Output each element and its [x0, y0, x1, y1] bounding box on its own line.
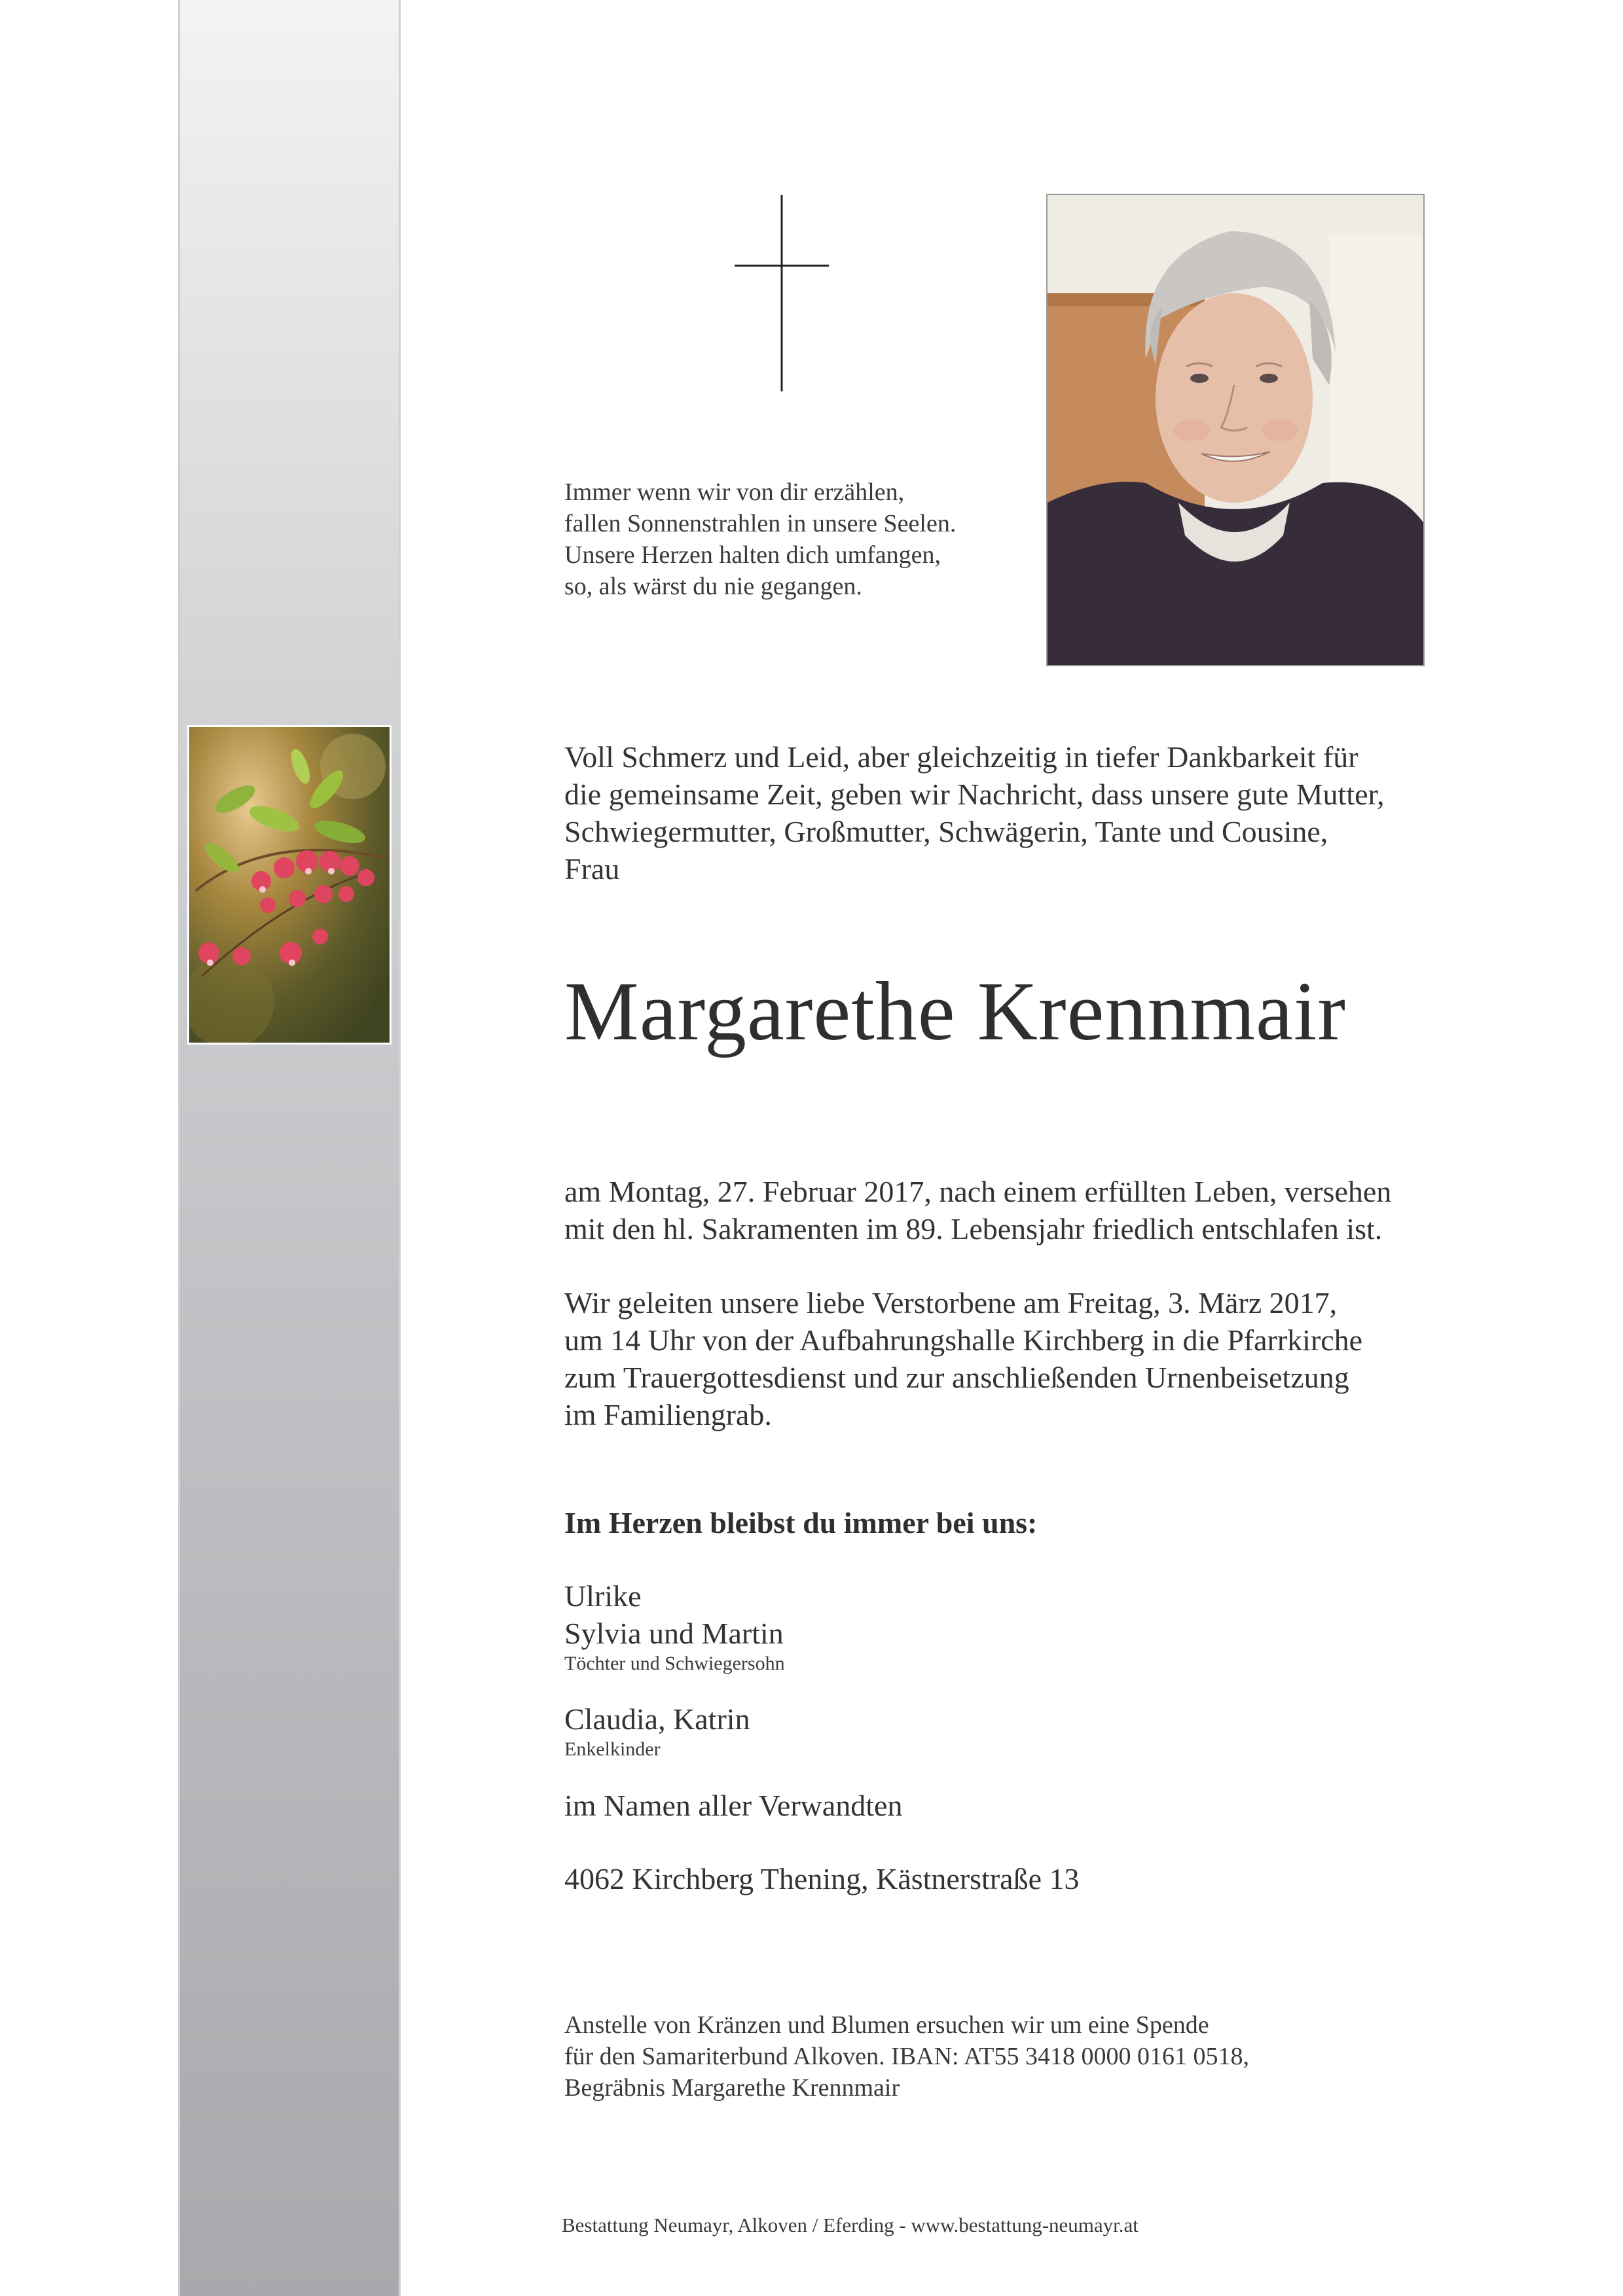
donation-line: Anstelle von Kränzen und Blumen ersuchen wir um eine Spende [564, 2011, 1209, 2039]
poem-line: Immer wenn wir von dir erzählen, [564, 478, 905, 506]
death-notice [564, 1173, 1391, 1247]
footer-funeral-home: Bestattung Neumayr, Alkoven / Eferding - www.bestattung-neumayr.at [562, 2214, 1139, 2236]
family-name-grandchildren: Claudia, Katrin [564, 1702, 750, 1736]
death-line: am Montag, 27. Februar 2017, nach einem erfüllten Leben, versehen [564, 1175, 1392, 1208]
donation-notice [564, 2009, 1249, 2104]
relatives-line: im Namen aller Verwandten [564, 1789, 903, 1822]
intro-line: die gemeinsame Zeit, geben wir Nachricht, dass unsere gute Mutter, [564, 778, 1385, 811]
cross-icon [735, 195, 829, 391]
funeral-notice [564, 1284, 1362, 1433]
donation-line: Begräbnis Margarethe Krennmair [564, 2074, 900, 2102]
poem-line: so, als wärst du nie gegangen. [564, 573, 862, 600]
family-name-sylvia-martin: Sylvia und Martin [564, 1617, 784, 1650]
deceased-name: Margarethe Krennmair [564, 965, 1346, 1058]
funeral-line: zum Trauergottesdienst und zur anschließenden Urnenbeisetzung [564, 1361, 1349, 1394]
intro-paragraph [564, 738, 1385, 888]
heart-heading: Im Herzen bleibst du immer bei uns: [564, 1506, 1038, 1539]
funeral-line: Wir geleiten unsere liebe Verstorbene am Freitag, 3. März 2017, [564, 1286, 1338, 1319]
address-line: 4062 Kirchberg Thening, Kästnerstraße 13 [564, 1862, 1080, 1895]
donation-line: für den Samariterbund Alkoven. IBAN: AT55 3418 0000 0161 0518, [564, 2043, 1249, 2070]
poem [564, 476, 956, 602]
intro-line: Frau [564, 852, 620, 886]
poem-line: fallen Sonnenstrahlen in unsere Seelen. [564, 510, 957, 537]
funeral-line: um 14 Uhr von der Aufbahrungshalle Kirchberg in die Pfarrkirche [564, 1323, 1363, 1357]
bleeding-heart-flower-image [187, 725, 392, 1045]
poem-line: Unsere Herzen halten dich umfangen, [564, 541, 941, 569]
family-role-grandchildren: Enkelkinder [564, 1738, 661, 1760]
family-role-daughters: Töchter und Schwiegersohn [564, 1653, 785, 1674]
funeral-line: im Familiengrab. [564, 1398, 772, 1431]
intro-line: Voll Schmerz und Leid, aber gleichzeitig in tiefer Dankbarkeit für [564, 740, 1359, 774]
intro-line: Schwiegermutter, Großmutter, Schwägerin, Tante und Cousine, [564, 815, 1328, 848]
family-name-ulrike: Ulrike [564, 1579, 642, 1613]
side-band [178, 0, 401, 2296]
death-line: mit den hl. Sakramenten im 89. Lebensjahr friedlich entschlafen ist. [564, 1212, 1383, 1246]
portrait-photo [1046, 194, 1425, 666]
